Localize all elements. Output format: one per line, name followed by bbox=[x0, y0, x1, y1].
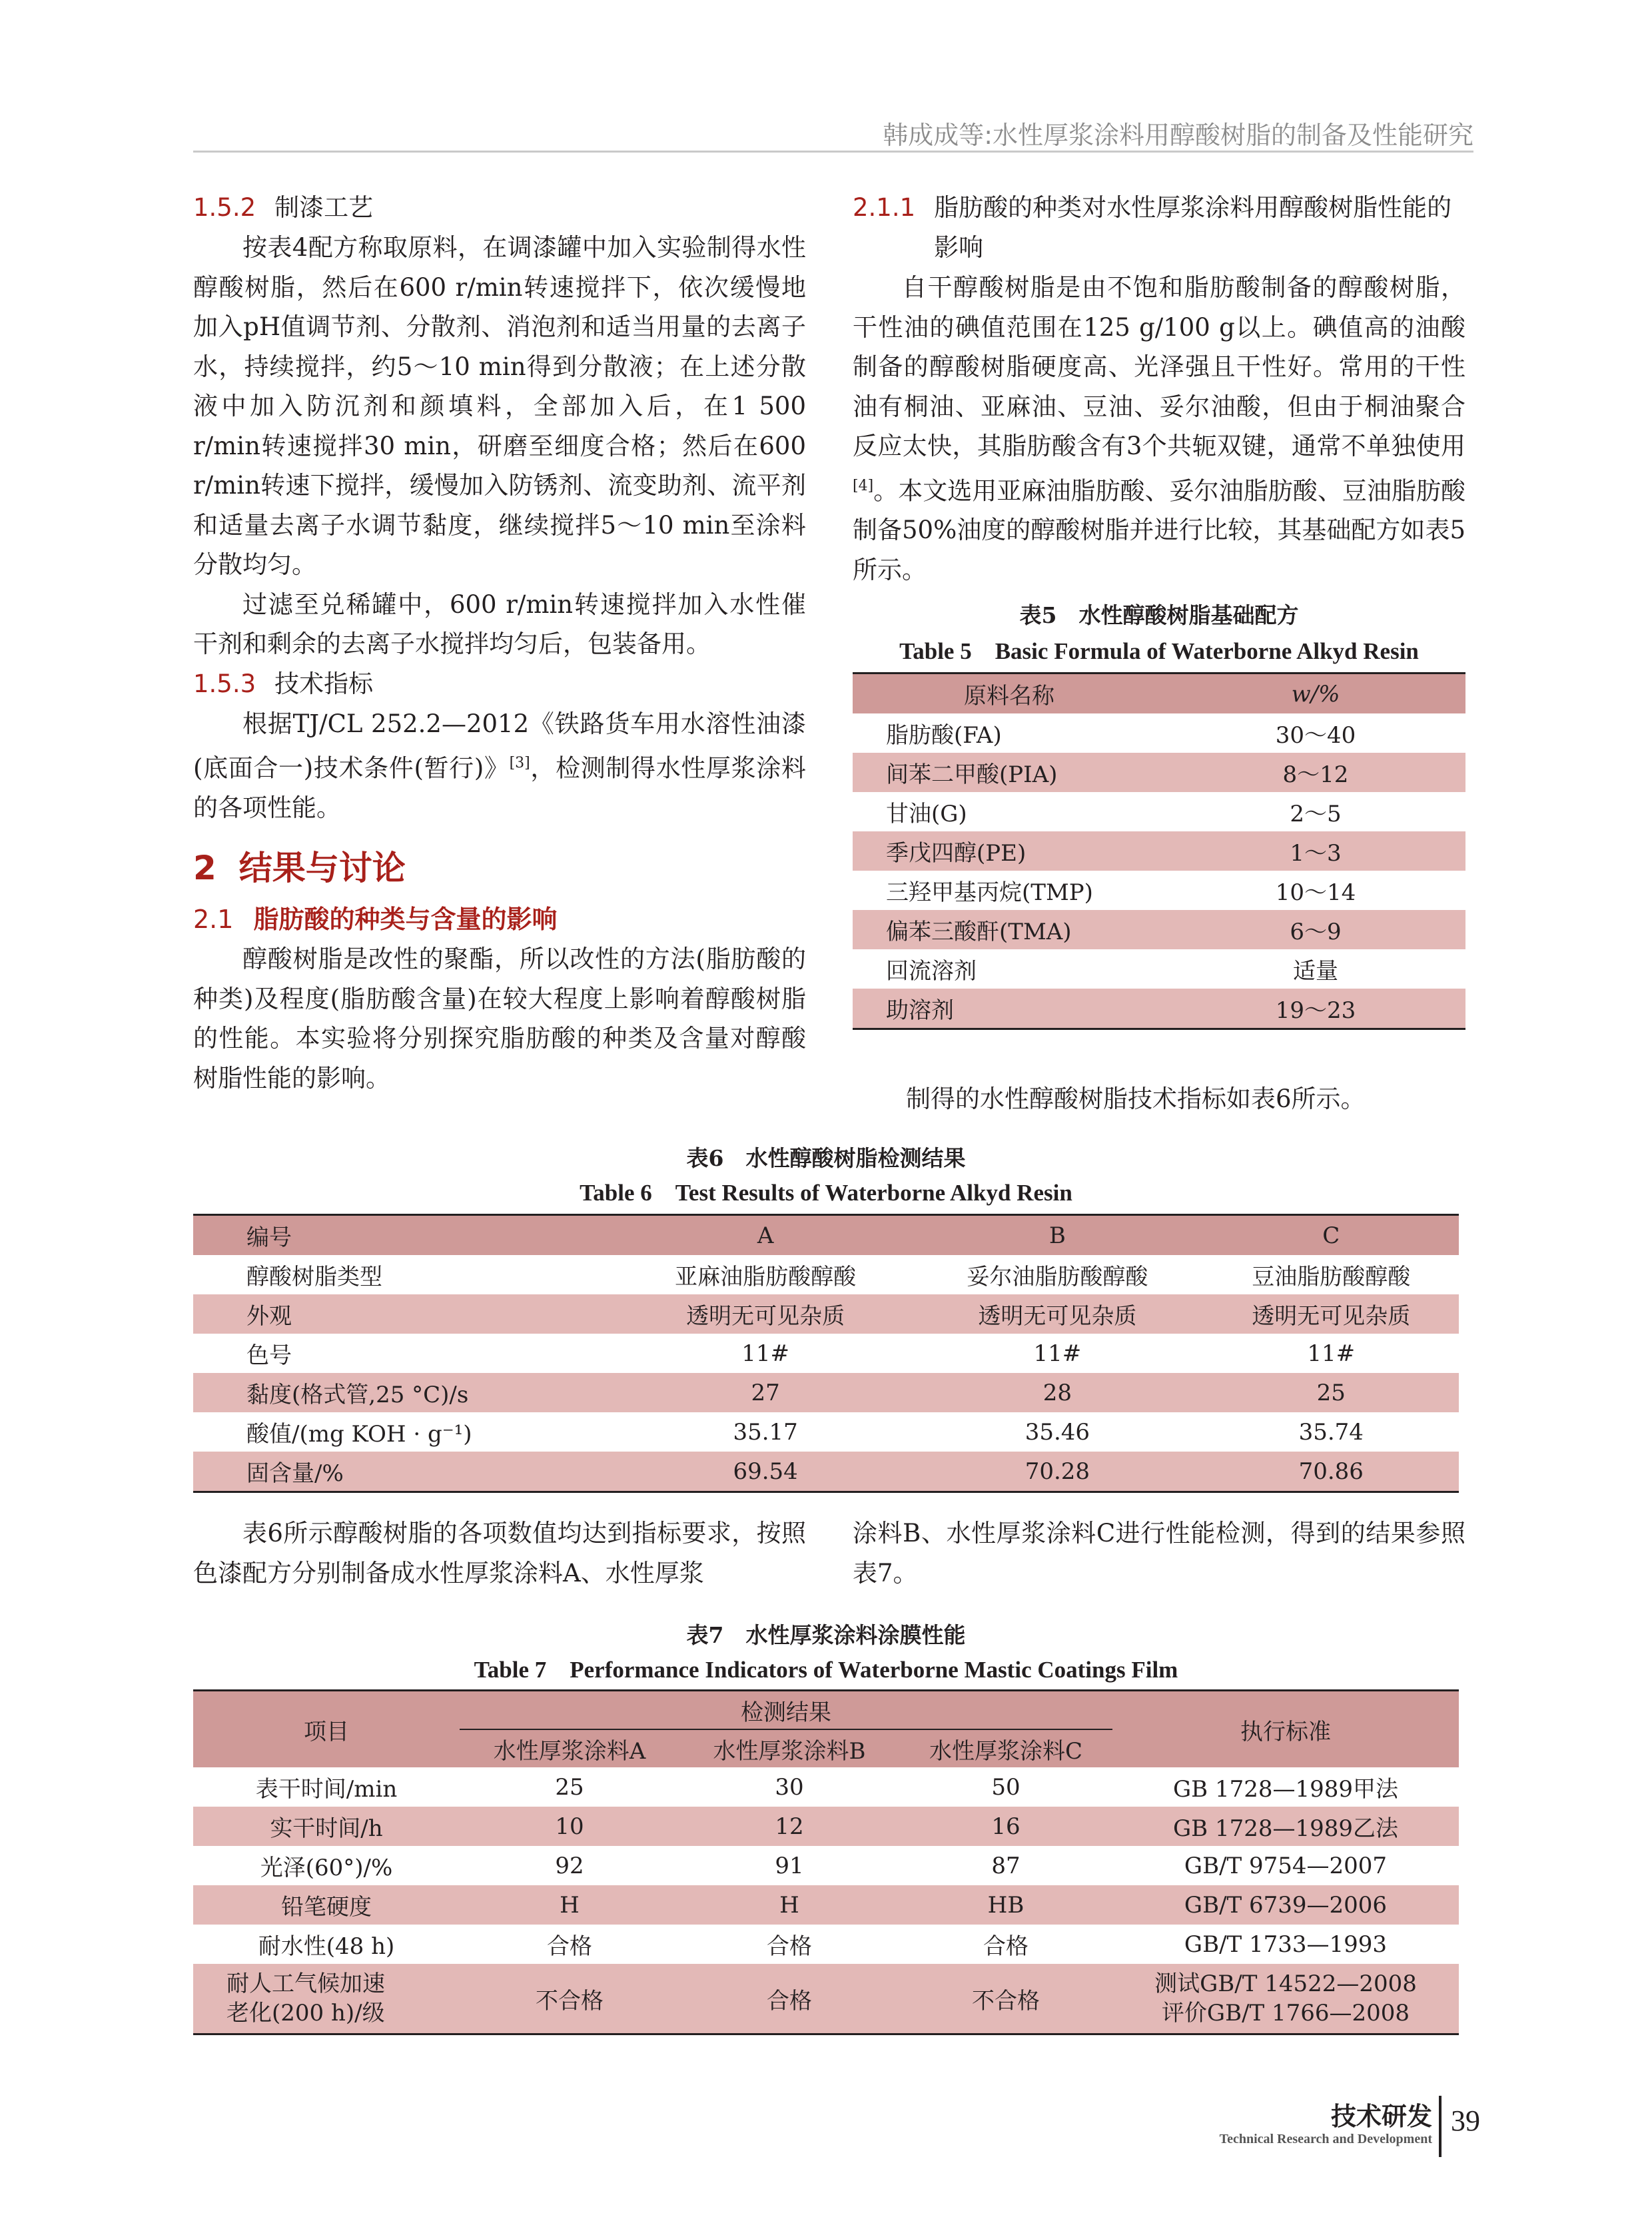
table-cell: 色号 bbox=[246, 1342, 292, 1369]
table7-caption-en: Table 7 Performance Indicators of Waterborne Mastic Coatings Film bbox=[474, 1657, 1178, 1683]
table-cell: 亚麻油脂肪酸醇酸 bbox=[675, 1264, 857, 1290]
table-row bbox=[193, 1294, 1459, 1334]
table-cell: 2～5 bbox=[1290, 801, 1342, 828]
table-cell: 10 bbox=[555, 1813, 584, 1840]
table-cell: 1～3 bbox=[1290, 840, 1342, 867]
citation-ref[interactable]: [3] bbox=[509, 755, 530, 771]
table-cell bbox=[193, 1964, 460, 2034]
table-row bbox=[853, 792, 1465, 831]
table-cell: GB 1728—1989乙法 bbox=[1172, 1815, 1398, 1842]
table-header-row bbox=[193, 1215, 1459, 1256]
table-cell: 外观 bbox=[246, 1303, 292, 1330]
table-cell: H bbox=[560, 1891, 580, 1919]
table-row bbox=[853, 949, 1465, 989]
paragraph-table7-intro-right: 涂料B、水性厚浆涂料C进行性能检测，得到的结果参照表7。 bbox=[853, 1519, 1465, 1587]
table-cell: 铅笔硬度 bbox=[281, 1894, 372, 1921]
table-cell: 回流溶剂 bbox=[886, 958, 977, 985]
section-number: 2.1 bbox=[193, 905, 234, 935]
table-cell: C bbox=[1322, 1222, 1340, 1249]
section-2-1-heading bbox=[193, 899, 806, 939]
table-cell: GB 1728—1989甲法 bbox=[1172, 1776, 1398, 1803]
table-row bbox=[193, 1964, 1459, 2034]
section-title: 脂肪酸的种类与含量的影响 bbox=[253, 905, 558, 935]
table-cell: 实干时间/h bbox=[270, 1815, 383, 1842]
table6-caption-en: Table 6 Test Results of Waterborne Alkyd Resin bbox=[580, 1180, 1072, 1206]
table-cell: 不合格 bbox=[972, 1987, 1040, 2014]
table-cell: 70.86 bbox=[1298, 1458, 1364, 1485]
header-cell: 水性厚浆涂料B bbox=[713, 1737, 866, 1765]
table-row bbox=[193, 1373, 1459, 1412]
table-cell: 光泽(60°)/% bbox=[260, 1855, 393, 1881]
table-cell: 50 bbox=[991, 1773, 1021, 1801]
table-row bbox=[193, 1255, 1459, 1294]
table-cell: 透明无可见杂质 bbox=[978, 1303, 1137, 1330]
table-cell: 16 bbox=[991, 1813, 1021, 1840]
table-cell: 30 bbox=[775, 1773, 804, 1801]
table-row bbox=[853, 871, 1465, 910]
table-cell: 豆油脂肪酸醇酸 bbox=[1252, 1264, 1411, 1290]
table-cell: B bbox=[1048, 1222, 1066, 1249]
table-cell: A bbox=[757, 1222, 774, 1249]
header-cell: 执行标准 bbox=[1240, 1718, 1331, 1745]
table-cell: H bbox=[779, 1891, 799, 1919]
table-cell: 固含量/% bbox=[246, 1460, 344, 1487]
table-cell: 不合格 bbox=[536, 1987, 604, 2014]
table-cell: 甘油(G) bbox=[886, 801, 967, 828]
header-cell: w/% bbox=[1291, 680, 1340, 707]
table-cell: 11# bbox=[1307, 1340, 1356, 1367]
table-row bbox=[193, 1334, 1459, 1373]
table-row bbox=[193, 1925, 1459, 1964]
table-cell: 表干时间/min bbox=[255, 1776, 398, 1803]
header-cell: 水性厚浆涂料A bbox=[493, 1737, 646, 1765]
table-cell: 87 bbox=[991, 1852, 1021, 1879]
table-cell: 92 bbox=[555, 1852, 584, 1879]
right-column bbox=[853, 188, 1465, 1030]
table-cell: 醇酸树脂类型 bbox=[246, 1264, 382, 1290]
table6-test-results bbox=[193, 1214, 1459, 1493]
paragraph-tech-standard bbox=[193, 704, 806, 828]
paragraph-table6-intro: 制得的水性醇酸树脂技术指标如表6所示。 bbox=[906, 1085, 1366, 1113]
section-title: 结果与讨论 bbox=[238, 849, 406, 888]
section-title: 脂肪酸的种类对水性厚浆涂料用醇酸树脂性能的影响 bbox=[934, 193, 1452, 262]
section-number: 2.1.1 bbox=[853, 193, 916, 222]
paragraph-table7-intro-left: 表6所示醇酸树脂的各项数值均达到指标要求，按照色漆配方分别制备成水性厚浆涂料A、水性厚浆 bbox=[193, 1519, 806, 1587]
text-run: 根据TJ/CL 252.2—2012《铁路货车用水溶性油漆(底面合一)技术条件(暂行)》 bbox=[193, 709, 806, 783]
table-row bbox=[853, 753, 1465, 792]
table-cell: 25 bbox=[1316, 1379, 1346, 1406]
left-column bbox=[193, 188, 806, 1098]
header-cell: 水性厚浆涂料C bbox=[929, 1737, 1082, 1765]
paragraph-fatty-acid-types bbox=[853, 268, 1465, 590]
table-cell: 偏苯三酸酐(TMA) bbox=[886, 919, 1072, 946]
section-number: 1.5.2 bbox=[193, 193, 256, 222]
table7-film-performance bbox=[193, 1689, 1459, 2035]
table-cell: 10～14 bbox=[1275, 879, 1356, 907]
table-cell: 脂肪酸(FA) bbox=[886, 722, 1002, 749]
section-title: 技术指标 bbox=[274, 669, 374, 698]
table-cell: 合格 bbox=[983, 1933, 1029, 1960]
table-header-row bbox=[193, 1691, 1459, 1730]
table-cell: HB bbox=[987, 1891, 1025, 1919]
page-number: 39 bbox=[1451, 2104, 1480, 2137]
table-cell: 适量 bbox=[1293, 958, 1338, 985]
table-cell bbox=[1112, 1964, 1459, 2034]
table-cell: 8～12 bbox=[1282, 761, 1349, 789]
section-1-5-3-heading bbox=[193, 664, 806, 704]
paragraph-filter-packaging: 过滤至兑稀罐中，600 r/min转速搅拌加入水性催干剂和剩余的去离子水搅拌均匀后，包装备用。 bbox=[193, 590, 806, 658]
table-row bbox=[193, 1452, 1459, 1492]
table-row bbox=[193, 1807, 1459, 1846]
cell-line: 耐人工气候加速 bbox=[226, 1971, 385, 1997]
cell-line: 测试GB/T 14522—2008 bbox=[1154, 1971, 1417, 1997]
table-cell: 妥尔油脂肪酸醇酸 bbox=[967, 1264, 1148, 1290]
table-row bbox=[193, 1846, 1459, 1885]
table-cell: 35.46 bbox=[1025, 1418, 1090, 1446]
table-cell: 69.54 bbox=[733, 1458, 798, 1485]
table-cell: 27 bbox=[751, 1379, 780, 1406]
table-row bbox=[193, 1885, 1459, 1925]
running-header: 韩成成等:水性厚浆涂料用醇酸树脂的制备及性能研究 bbox=[883, 121, 1473, 150]
table-cell: 透明无可见杂质 bbox=[1252, 1303, 1411, 1330]
table-cell: 黏度(格式管,25 °C)/s bbox=[246, 1382, 469, 1408]
table-cell: 间苯二甲酸(PIA) bbox=[886, 761, 1058, 789]
table-cell: 合格 bbox=[767, 1987, 812, 2014]
table-cell: 合格 bbox=[767, 1933, 812, 1960]
table5-caption-cn: 表5 水性醇酸树脂基础配方 bbox=[1019, 602, 1299, 629]
section-2-1-1-heading bbox=[853, 188, 1465, 268]
table-cell: 6～9 bbox=[1290, 919, 1342, 946]
footer-section-en: Technical Research and Development bbox=[1219, 2132, 1432, 2146]
paragraph-alkyd-intro: 醇酸树脂是改性的聚酯，所以改性的方法(脂肪酸的种类)及程度(脂肪酸含量)在较大程度上影响着醇酸树脂的性能。本实验将分别探究脂肪酸的种类及含量对醇酸树脂性能的影响。 bbox=[193, 945, 806, 1093]
section-number: 2 bbox=[193, 849, 216, 888]
table-cell: 助溶剂 bbox=[886, 997, 954, 1025]
table5-caption-en: Table 5 Basic Formula of Waterborne Alkyd Resin bbox=[899, 638, 1419, 665]
table-cell: 透明无可见杂质 bbox=[686, 1303, 845, 1330]
table-cell: GB/T 1733—1993 bbox=[1184, 1931, 1388, 1958]
table6-caption-cn: 表6 水性醇酸树脂检测结果 bbox=[686, 1145, 966, 1171]
table-cell: 编号 bbox=[246, 1224, 292, 1251]
table-cell: 11# bbox=[741, 1340, 789, 1367]
table7-caption-cn: 表7 水性厚浆涂料涂膜性能 bbox=[686, 1622, 966, 1648]
table-row bbox=[193, 1767, 1459, 1807]
table-cell: 合格 bbox=[547, 1933, 592, 1960]
text-run: 。本文选用亚麻油脂肪酸、妥尔油脂肪酸、豆油脂肪酸制备50%油度的醇酸树脂并进行比较，其基础配方如表5所示。 bbox=[853, 476, 1465, 584]
header-cell: 检测结果 bbox=[460, 1691, 1112, 1730]
table-cell: GB/T 6739—2006 bbox=[1184, 1891, 1388, 1919]
text-run: 自干醇酸树脂是由不饱和脂肪酸制备的醇酸树脂，干性油的碘值范围在125 g/100 g以上。碘值高的油酸制备的醇酸树脂硬度高、光泽强且干性好。常用的干性油有桐油、亚麻油、豆油、妥尔油酸，但由于桐油聚合反应太快，其脂肪酸含有3个共轭双键，通常不单独使用 bbox=[853, 273, 1465, 460]
table-cell: GB/T 9754—2007 bbox=[1184, 1852, 1388, 1879]
header-cell: 项目 bbox=[304, 1718, 349, 1745]
table-cell: 19～23 bbox=[1275, 997, 1356, 1025]
table-cell: 30～40 bbox=[1275, 722, 1356, 749]
table-cell: 70.28 bbox=[1025, 1458, 1090, 1485]
table-cell: 35.17 bbox=[733, 1418, 798, 1446]
text-run: ，检测制得水性厚浆涂料的各项性能。 bbox=[193, 753, 806, 822]
table-row bbox=[853, 713, 1465, 753]
table-cell: 25 bbox=[555, 1773, 584, 1801]
section-number: 1.5.3 bbox=[193, 669, 256, 698]
citation-ref[interactable]: [4] bbox=[853, 477, 874, 494]
table-cell: 季戊四醇(PE) bbox=[886, 840, 1027, 867]
table-cell: 12 bbox=[775, 1813, 804, 1840]
section-1-5-2-heading bbox=[193, 188, 806, 228]
table-row bbox=[853, 831, 1465, 871]
paragraph-paint-process: 按表4配方称取原料，在调漆罐中加入实验制得水性醇酸树脂，然后在600 r/min转速搅拌下，依次缓慢地加入pH值调节剂、分散剂、消泡剂和适当用量的去离子水，持续搅拌，约5～10 min得到分散液；在上述分散液中加入防沉剂和颜填料，全部加入后，在1 500 r/min转速搅拌30 min，研磨至细度合格；然后在600 r/min转速下搅拌，缓慢加入防锈剂、流变助剂、流平剂和适量去离子水调节黏度，继续搅拌5～10 min至涂料分散均匀。 bbox=[193, 233, 806, 579]
header-divider bbox=[193, 151, 1473, 153]
header-cell: 原料名称 bbox=[964, 683, 1054, 710]
cell-line: 老化(200 h)/级 bbox=[226, 2000, 385, 2026]
table5-formula bbox=[853, 672, 1465, 1030]
table-cell: 耐水性(48 h) bbox=[258, 1933, 395, 1960]
section-title: 制漆工艺 bbox=[274, 193, 374, 222]
table-cell: 91 bbox=[775, 1852, 804, 1879]
table-row bbox=[193, 1412, 1459, 1452]
table-cell: 三羟甲基丙烷(TMP) bbox=[886, 879, 1093, 907]
table-cell: 35.74 bbox=[1298, 1418, 1364, 1446]
section-2-heading bbox=[193, 845, 806, 891]
table-cell: 酸值/(mg KOH · g⁻¹) bbox=[246, 1421, 472, 1448]
table-row bbox=[853, 910, 1465, 949]
cell-line: 评价GB/T 1766—2008 bbox=[1161, 2000, 1410, 2026]
table-cell: 28 bbox=[1042, 1379, 1072, 1406]
footer-divider bbox=[1439, 2096, 1442, 2157]
table-cell: 11# bbox=[1033, 1340, 1082, 1367]
table-header-row bbox=[853, 673, 1465, 714]
table-row bbox=[853, 989, 1465, 1029]
footer-section-cn: 技术研发 bbox=[1330, 2102, 1432, 2131]
